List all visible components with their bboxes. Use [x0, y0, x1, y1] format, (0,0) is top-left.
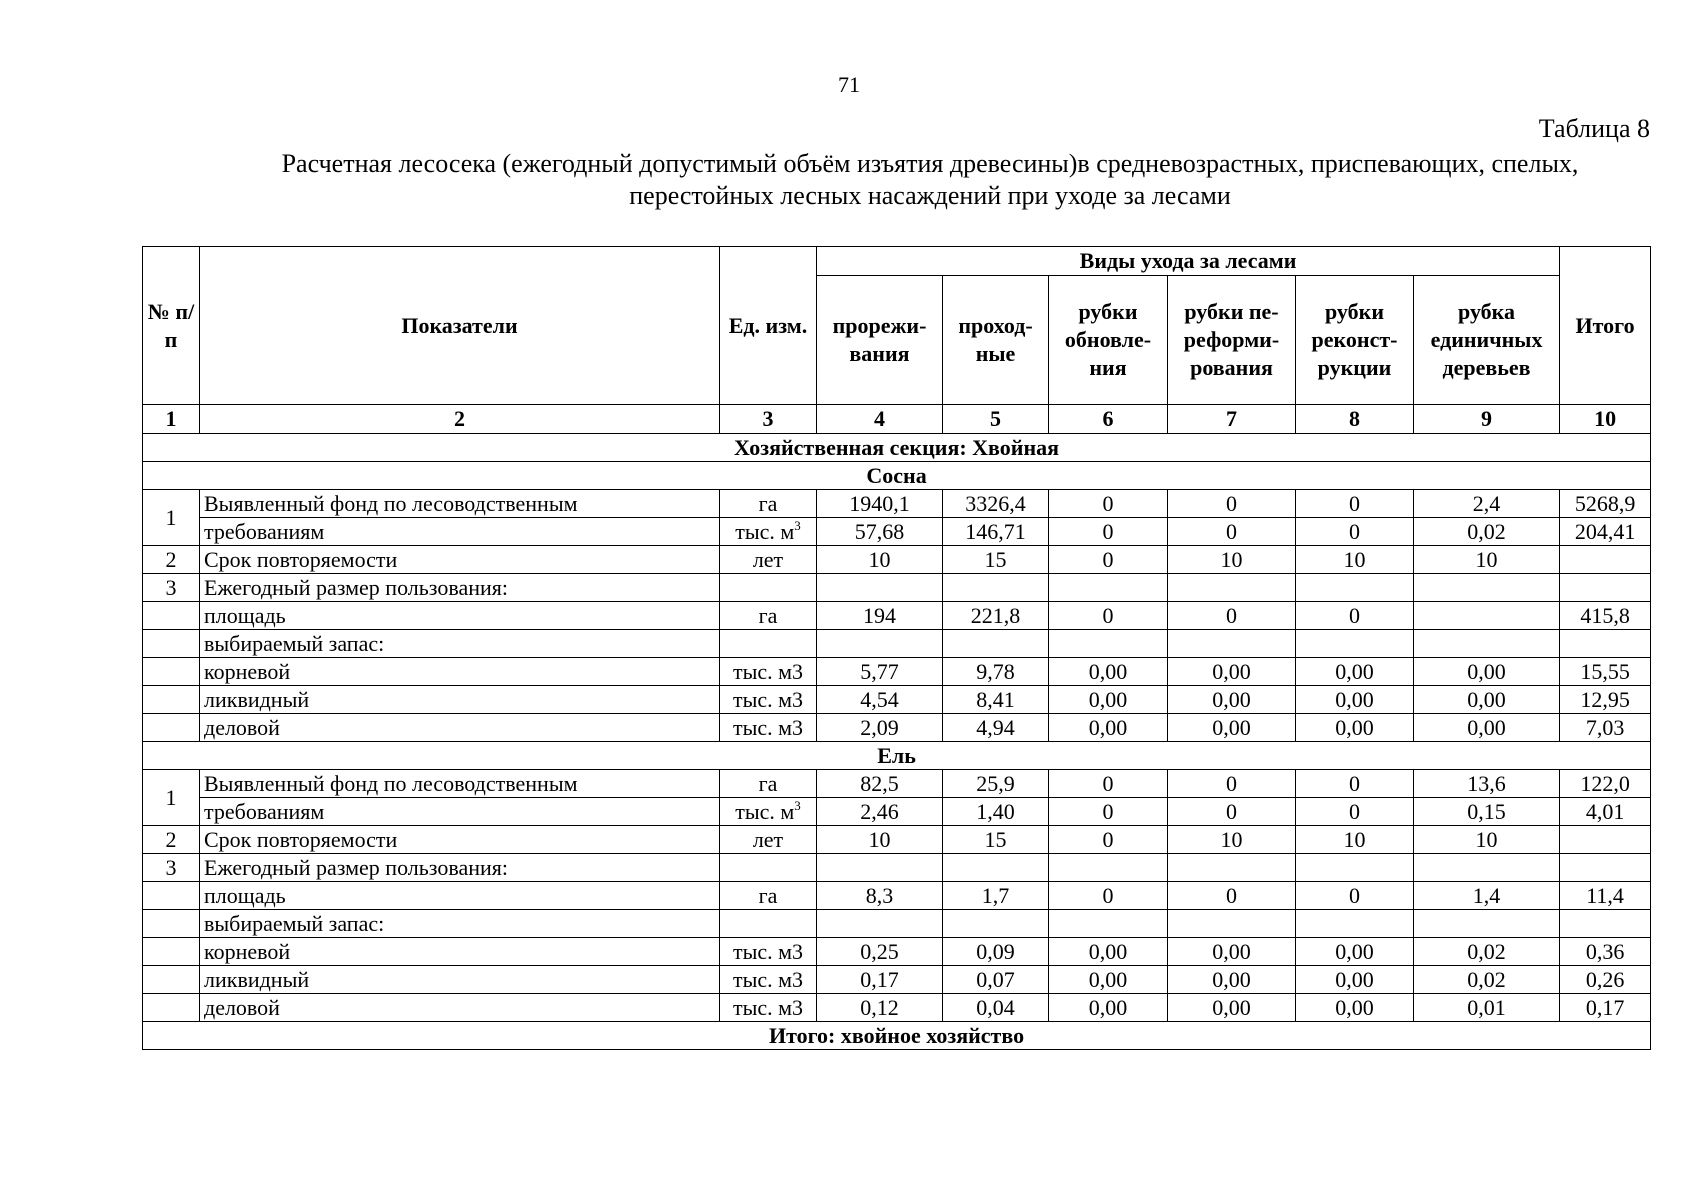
- unit-cell: тыс. м3: [720, 714, 817, 742]
- value-cell: 4,01: [1560, 798, 1651, 826]
- value-cell: 1,40: [943, 798, 1049, 826]
- value-cell: 10: [817, 546, 943, 574]
- table-row: [143, 630, 1651, 658]
- value-cell: 8,41: [943, 686, 1049, 714]
- value-cell: 0,15: [1414, 798, 1560, 826]
- value-cell: 12,95: [1560, 686, 1651, 714]
- row-number: 2: [143, 546, 200, 574]
- unit-text: тыс. м: [735, 519, 795, 544]
- value-cell: 0: [1296, 490, 1414, 518]
- value-cell: 0,02: [1414, 938, 1560, 966]
- value-cell: 0: [1049, 518, 1168, 546]
- value-cell: 1940,1: [817, 490, 943, 518]
- empty-cell: [1414, 574, 1560, 602]
- column-number: 3: [720, 405, 817, 434]
- value-cell: 0: [1168, 770, 1296, 798]
- empty-cell: [720, 854, 817, 882]
- empty-cell: [1168, 854, 1296, 882]
- value-cell: 0,04: [943, 994, 1049, 1022]
- value-cell: 0: [1168, 602, 1296, 630]
- value-cell: 0: [1049, 882, 1168, 910]
- footer-total: [143, 1022, 1651, 1050]
- value-cell: 13,6: [1414, 770, 1560, 798]
- unit-cell: [720, 490, 817, 518]
- table-row: [143, 966, 1651, 994]
- value-cell: 0: [1296, 518, 1414, 546]
- unit-cell: тыс. м3: [720, 994, 817, 1022]
- unit-cell: га: [720, 882, 817, 910]
- value-cell: 0,02: [1414, 518, 1560, 546]
- value-cell: 0,00: [1049, 966, 1168, 994]
- value-cell: 15: [943, 826, 1049, 854]
- footer-total-title: Итого: хвойное хозяйство: [143, 1022, 1651, 1050]
- empty-cell: [143, 714, 200, 742]
- empty-cell: [817, 630, 943, 658]
- value-cell: 0: [1168, 490, 1296, 518]
- table-row: [143, 686, 1651, 714]
- empty-cell: [143, 938, 200, 966]
- unit-cell: тыс. м3: [720, 938, 817, 966]
- value-cell: 0: [1168, 798, 1296, 826]
- unit-text: га: [758, 771, 778, 796]
- table-row: [143, 910, 1651, 938]
- section-title: Хозяйственная секция: Хвойная: [143, 434, 1651, 462]
- unit-text: тыс. м: [735, 799, 795, 824]
- value-cell: 0,25: [817, 938, 943, 966]
- table-body: [143, 247, 1651, 1050]
- table-row: [143, 854, 1651, 882]
- header-passing: проход-ные: [943, 276, 1049, 405]
- row-label: выбираемый запас:: [200, 910, 720, 938]
- value-cell: 0: [1296, 602, 1414, 630]
- value-cell: 0: [1168, 882, 1296, 910]
- table-row: [143, 490, 1651, 518]
- column-number-row: [143, 405, 1651, 434]
- row-label: деловой: [200, 714, 720, 742]
- value-cell: 0,09: [943, 938, 1049, 966]
- row-label: Срок повторяемости: [200, 826, 720, 854]
- empty-cell: [720, 574, 817, 602]
- value-cell: 146,71: [943, 518, 1049, 546]
- unit-superscript: 3: [794, 798, 801, 813]
- empty-cell: [1414, 854, 1560, 882]
- empty-cell: [943, 910, 1049, 938]
- table-row: [143, 546, 1651, 574]
- empty-cell: [1296, 910, 1414, 938]
- row-number: 3: [143, 854, 200, 882]
- row-label: корневой: [200, 938, 720, 966]
- value-cell: 0: [1049, 490, 1168, 518]
- value-cell: 0,00: [1049, 994, 1168, 1022]
- value-cell: 0: [1049, 798, 1168, 826]
- value-cell: 10: [1296, 546, 1414, 574]
- empty-cell: [143, 910, 200, 938]
- empty-cell: [143, 686, 200, 714]
- value-cell: 0,02: [1414, 966, 1560, 994]
- table-row: [143, 770, 1651, 798]
- empty-cell: [1560, 574, 1651, 602]
- value-cell: 10: [1414, 546, 1560, 574]
- empty-cell: [143, 602, 200, 630]
- value-cell: 415,8: [1560, 602, 1651, 630]
- value-cell: 0,00: [1049, 714, 1168, 742]
- value-cell: 57,68: [817, 518, 943, 546]
- value-cell: 9,78: [943, 658, 1049, 686]
- value-cell: 0,12: [817, 994, 943, 1022]
- value-cell: 0,00: [1168, 938, 1296, 966]
- empty-cell: [817, 574, 943, 602]
- table-row: [143, 658, 1651, 686]
- header-total: Итого: [1560, 247, 1651, 405]
- row-number: 1: [143, 490, 200, 546]
- row-label: деловой: [200, 994, 720, 1022]
- header-unit: Ед. изм.: [720, 247, 817, 405]
- row-number: 1: [143, 770, 200, 826]
- column-number: 9: [1414, 405, 1560, 434]
- value-cell: 82,5: [817, 770, 943, 798]
- value-cell: 0,00: [1168, 686, 1296, 714]
- species-el: [143, 742, 1651, 770]
- table-row: [143, 882, 1651, 910]
- table-row: [143, 938, 1651, 966]
- empty-cell: [1049, 854, 1168, 882]
- empty-cell: [143, 882, 200, 910]
- value-cell: 2,09: [817, 714, 943, 742]
- value-cell: 0,00: [1414, 686, 1560, 714]
- value-cell: 0: [1049, 546, 1168, 574]
- header-reformation: рубки пе-реформи-рования: [1168, 276, 1296, 405]
- value-cell: 204,41: [1560, 518, 1651, 546]
- value-cell: 7,03: [1560, 714, 1651, 742]
- empty-cell: [1296, 574, 1414, 602]
- value-cell: 0: [1296, 770, 1414, 798]
- unit-cell: [720, 798, 817, 826]
- value-cell: 2,46: [817, 798, 943, 826]
- unit-text: га: [758, 491, 778, 516]
- empty-cell: [1049, 574, 1168, 602]
- species-sosna-title: Сосна: [143, 462, 1651, 490]
- value-cell: 15,55: [1560, 658, 1651, 686]
- row-label: Выявленный фонд по лесоводственным: [200, 770, 720, 798]
- value-cell: 4,94: [943, 714, 1049, 742]
- species-el-title: Ель: [143, 742, 1651, 770]
- empty-cell: [143, 658, 200, 686]
- row-label: ликвидный: [200, 686, 720, 714]
- empty-cell: [943, 630, 1049, 658]
- value-cell: 1,7: [943, 882, 1049, 910]
- value-cell: 221,8: [943, 602, 1049, 630]
- empty-cell: [1168, 910, 1296, 938]
- value-cell: 0,00: [1296, 686, 1414, 714]
- empty-cell: [943, 574, 1049, 602]
- value-cell: 3326,4: [943, 490, 1049, 518]
- empty-cell: [1296, 854, 1414, 882]
- row-label: ликвидный: [200, 966, 720, 994]
- value-cell: 0,17: [1560, 994, 1651, 1022]
- value-cell: 0: [1296, 882, 1414, 910]
- table-row: [143, 518, 1651, 546]
- row-label: площадь: [200, 882, 720, 910]
- cutting-table: [142, 246, 1651, 1050]
- value-cell: 1,4: [1414, 882, 1560, 910]
- value-cell: 0,00: [1168, 658, 1296, 686]
- value-cell: 0,00: [1296, 714, 1414, 742]
- section-row: [143, 434, 1651, 462]
- row-label: Ежегодный размер пользования:: [200, 574, 720, 602]
- empty-cell: [143, 630, 200, 658]
- value-cell: 10: [1414, 826, 1560, 854]
- value-cell: 194: [817, 602, 943, 630]
- row-number: 3: [143, 574, 200, 602]
- table-label: Таблица 8: [1538, 114, 1650, 143]
- unit-cell: [720, 518, 817, 546]
- value-cell: 0: [1049, 826, 1168, 854]
- empty-cell: [720, 630, 817, 658]
- value-cell: 0,00: [1049, 938, 1168, 966]
- unit-cell: тыс. м3: [720, 686, 817, 714]
- row-label: Срок повторяемости: [200, 546, 720, 574]
- value-cell: 0: [1296, 798, 1414, 826]
- header-reconstruction: рубки реконст-рукции: [1296, 276, 1414, 405]
- unit-cell: [720, 770, 817, 798]
- header-care-types: Виды ухода за лесами: [817, 247, 1560, 276]
- title-line-1: Расчетная лесосека (ежегодный допустимый объём изъятия древесины)в средневозрастных, приспевающих, спелых,: [281, 149, 1579, 178]
- value-cell: 0,01: [1414, 994, 1560, 1022]
- row-number: 2: [143, 826, 200, 854]
- value-cell: 0,00: [1049, 658, 1168, 686]
- empty-cell: [1296, 630, 1414, 658]
- value-cell: 15: [943, 546, 1049, 574]
- unit-cell: га: [720, 602, 817, 630]
- empty-cell: [1168, 574, 1296, 602]
- table-row: [143, 826, 1651, 854]
- species-sosna: [143, 462, 1651, 490]
- column-number: 5: [943, 405, 1049, 434]
- value-cell: 0,00: [1414, 714, 1560, 742]
- empty-cell: [1414, 910, 1560, 938]
- row-label: Ежегодный размер пользования:: [200, 854, 720, 882]
- value-cell: 5268,9: [1560, 490, 1651, 518]
- value-cell: 10: [1296, 826, 1414, 854]
- row-label: корневой: [200, 658, 720, 686]
- unit-cell: лет: [720, 546, 817, 574]
- header-thinning: прорежи-вания: [817, 276, 943, 405]
- empty-cell: [817, 910, 943, 938]
- row-label: Выявленный фонд по лесоводственным: [200, 490, 720, 518]
- empty-cell: [143, 994, 200, 1022]
- value-cell: 0: [1168, 518, 1296, 546]
- value-cell: [1560, 546, 1651, 574]
- value-cell: 0,00: [1296, 966, 1414, 994]
- row-label: площадь: [200, 602, 720, 630]
- table-row: [143, 994, 1651, 1022]
- value-cell: 0: [1049, 770, 1168, 798]
- empty-cell: [1414, 630, 1560, 658]
- value-cell: 0,00: [1168, 994, 1296, 1022]
- column-number: 1: [143, 405, 200, 434]
- value-cell: 4,54: [817, 686, 943, 714]
- row-label: выбираемый запас:: [200, 630, 720, 658]
- value-cell: 0: [1049, 602, 1168, 630]
- value-cell: 25,9: [943, 770, 1049, 798]
- column-number: 10: [1560, 405, 1651, 434]
- value-cell: 2,4: [1414, 490, 1560, 518]
- column-number: 2: [200, 405, 720, 434]
- table-title: [200, 148, 1660, 212]
- value-cell: 11,4: [1560, 882, 1651, 910]
- unit-superscript: 3: [794, 518, 801, 533]
- header-row: [143, 247, 1651, 276]
- value-cell: [1414, 602, 1560, 630]
- empty-cell: [1168, 630, 1296, 658]
- value-cell: 10: [1168, 546, 1296, 574]
- page-number: 71: [838, 72, 860, 97]
- empty-cell: [1049, 630, 1168, 658]
- row-label: требованиям: [200, 518, 720, 546]
- empty-cell: [1049, 910, 1168, 938]
- table-row: [143, 798, 1651, 826]
- value-cell: 0,00: [1296, 938, 1414, 966]
- value-cell: 10: [1168, 826, 1296, 854]
- empty-cell: [143, 966, 200, 994]
- header-indicators: Показатели: [200, 247, 720, 405]
- value-cell: 0,36: [1560, 938, 1651, 966]
- title-line-2: перестойных лесных насаждений при уходе за лесами: [629, 181, 1231, 210]
- value-cell: 0,26: [1560, 966, 1651, 994]
- unit-cell: лет: [720, 826, 817, 854]
- empty-cell: [1560, 854, 1651, 882]
- column-number: 6: [1049, 405, 1168, 434]
- value-cell: 0,00: [1168, 714, 1296, 742]
- unit-cell: тыс. м3: [720, 658, 817, 686]
- value-cell: 10: [817, 826, 943, 854]
- empty-cell: [1560, 630, 1651, 658]
- value-cell: 0,00: [1049, 686, 1168, 714]
- column-number: 8: [1296, 405, 1414, 434]
- value-cell: 0,00: [1296, 994, 1414, 1022]
- table-row: [143, 602, 1651, 630]
- empty-cell: [1560, 910, 1651, 938]
- row-label: требованиям: [200, 798, 720, 826]
- table-row: [143, 574, 1651, 602]
- value-cell: 0,07: [943, 966, 1049, 994]
- header-num: № п/п: [143, 247, 200, 405]
- empty-cell: [817, 854, 943, 882]
- column-number: 4: [817, 405, 943, 434]
- empty-cell: [943, 854, 1049, 882]
- header-renewal: рубки обновле-ния: [1049, 276, 1168, 405]
- empty-cell: [720, 910, 817, 938]
- value-cell: 0,17: [817, 966, 943, 994]
- value-cell: 0,00: [1414, 658, 1560, 686]
- unit-cell: тыс. м3: [720, 966, 817, 994]
- header-single-trees: рубка единичных деревьев: [1414, 276, 1560, 405]
- value-cell: 0,00: [1168, 966, 1296, 994]
- value-cell: 0,00: [1296, 658, 1414, 686]
- value-cell: [1560, 826, 1651, 854]
- value-cell: 122,0: [1560, 770, 1651, 798]
- value-cell: 5,77: [817, 658, 943, 686]
- table-row: [143, 714, 1651, 742]
- value-cell: 8,3: [817, 882, 943, 910]
- column-number: 7: [1168, 405, 1296, 434]
